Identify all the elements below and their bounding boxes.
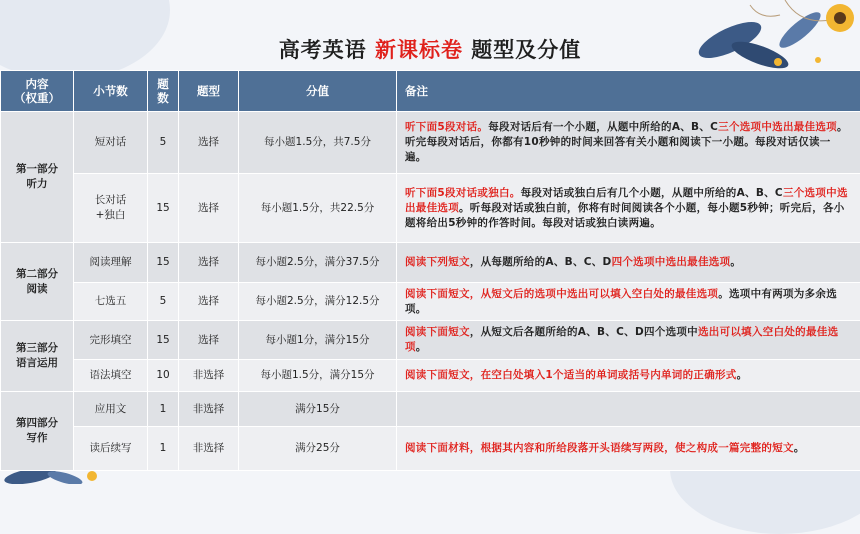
table-row bbox=[1, 243, 860, 283]
score-cell: 满分15分 bbox=[239, 392, 397, 427]
subsection-cell: 长对话 +独白 bbox=[74, 174, 148, 243]
note-cell bbox=[397, 174, 860, 243]
part-label: 第三部分 语言运用 bbox=[1, 321, 74, 392]
note-highlight: 阅读下面材料，根据其内容和所给段落开头语续写两段，使之构成一篇完整的短文 bbox=[405, 442, 794, 454]
note-highlight: 四个选项中选出最佳选项 bbox=[612, 256, 731, 268]
type-cell: 选择 bbox=[179, 112, 239, 174]
note-highlight: 听下面5段对话。 bbox=[405, 121, 488, 133]
title-part3: 题型及分值 bbox=[463, 38, 581, 62]
header-section: 内容 （权重） bbox=[1, 71, 74, 112]
count-cell: 1 bbox=[148, 392, 179, 427]
part-label: 第四部分 写作 bbox=[1, 392, 74, 471]
note-text: 每段对话后有一个小题，从题中所给的A、B、C bbox=[488, 121, 718, 133]
note-text: 。 bbox=[794, 442, 805, 454]
table-row bbox=[1, 360, 860, 392]
score-cell: 每小题1.5分，满分15分 bbox=[239, 360, 397, 392]
note-cell bbox=[397, 243, 860, 283]
score-cell: 每小题1.5分，共22.5分 bbox=[239, 174, 397, 243]
count-cell: 15 bbox=[148, 321, 179, 360]
title-highlight: 新课标卷 bbox=[375, 38, 463, 62]
note-cell bbox=[397, 112, 860, 174]
subsection-cell: 语法填空 bbox=[74, 360, 148, 392]
table-header-row bbox=[1, 71, 860, 112]
note-text: ，从短文后各题所给的A、B、C、D四个选项中 bbox=[470, 326, 698, 338]
table-row bbox=[1, 174, 860, 243]
note-highlight: 选出可以填入空白处的最佳选项 bbox=[405, 326, 838, 353]
type-cell: 选择 bbox=[179, 321, 239, 360]
subsection-cell: 完形填空 bbox=[74, 321, 148, 360]
note-text: 。 bbox=[730, 256, 741, 268]
note-highlight: 三个选项中选出最佳选项 bbox=[405, 187, 848, 214]
note-highlight: 三个选项中选出最佳选项 bbox=[718, 121, 837, 133]
count-cell: 15 bbox=[148, 174, 179, 243]
note-text: 。 bbox=[737, 369, 748, 381]
note-highlight: 阅读下面短文，在空白处填入1个适当的单词或括号内单词的正确形式 bbox=[405, 369, 737, 381]
note-text: ，从每题所给的A、B、C、D bbox=[470, 256, 612, 268]
page-title bbox=[0, 34, 860, 64]
header-count: 题 数 bbox=[148, 71, 179, 112]
note-text: 。 bbox=[416, 341, 427, 353]
note-cell bbox=[397, 321, 860, 360]
subsection-cell: 七选五 bbox=[74, 283, 148, 321]
part-label: 第二部分 阅读 bbox=[1, 243, 74, 321]
header-type: 题型 bbox=[179, 71, 239, 112]
type-cell: 非选择 bbox=[179, 427, 239, 471]
count-cell: 5 bbox=[148, 112, 179, 174]
type-cell: 非选择 bbox=[179, 392, 239, 427]
score-cell: 每小题2.5分，满分37.5分 bbox=[239, 243, 397, 283]
note-highlight: 阅读下列短文 bbox=[405, 256, 470, 268]
note-text: 。听每段对话或独白前，你将有时间阅读各个小题，每小题5秒钟；听完后，各小题将给出5秒钟的作答时间。每段对话或独白读两遍。 bbox=[405, 202, 845, 229]
table-row bbox=[1, 427, 860, 471]
note-cell bbox=[397, 427, 860, 471]
subsection-cell: 应用文 bbox=[74, 392, 148, 427]
header-score: 分值 bbox=[239, 71, 397, 112]
score-cell: 每小题1分，满分15分 bbox=[239, 321, 397, 360]
title-part1: 高考英语 bbox=[279, 38, 375, 62]
table-row bbox=[1, 392, 860, 427]
note-text: 。选项中有两项为多余选项。 bbox=[405, 288, 837, 315]
header-subsection: 小节数 bbox=[74, 71, 148, 112]
count-cell: 1 bbox=[148, 427, 179, 471]
subsection-cell: 阅读理解 bbox=[74, 243, 148, 283]
note-highlight: 听下面5段对话或独白。 bbox=[405, 187, 521, 199]
table-row bbox=[1, 283, 860, 321]
table-row bbox=[1, 112, 860, 174]
score-cell: 每小题2.5分，满分12.5分 bbox=[239, 283, 397, 321]
count-cell: 10 bbox=[148, 360, 179, 392]
note-cell bbox=[397, 392, 860, 427]
table-row bbox=[1, 321, 860, 360]
part-label: 第一部分 听力 bbox=[1, 112, 74, 243]
type-cell: 非选择 bbox=[179, 360, 239, 392]
count-cell: 15 bbox=[148, 243, 179, 283]
note-highlight: 阅读下面短文，从短文后的选项中选出可以填入空白处的最佳选项 bbox=[405, 288, 718, 300]
score-cell: 每小题1.5分，共7.5分 bbox=[239, 112, 397, 174]
score-cell: 满分25分 bbox=[239, 427, 397, 471]
type-cell: 选择 bbox=[179, 243, 239, 283]
subsection-cell: 读后续写 bbox=[74, 427, 148, 471]
exam-structure-table bbox=[0, 70, 860, 471]
note-text: 。听完每段对话后，你都有10秒钟的时间来回答有关小题和阅读下一小题。每段对话仅读一遍。 bbox=[405, 121, 848, 163]
type-cell: 选择 bbox=[179, 174, 239, 243]
note-cell bbox=[397, 360, 860, 392]
subsection-cell: 短对话 bbox=[74, 112, 148, 174]
note-highlight: 阅读下面短文 bbox=[405, 326, 470, 338]
header-note: 备注 bbox=[397, 71, 860, 112]
count-cell: 5 bbox=[148, 283, 179, 321]
type-cell: 选择 bbox=[179, 283, 239, 321]
note-text: 每段对话或独白后有几个小题，从题中所给的A、B、C bbox=[521, 187, 783, 199]
note-cell bbox=[397, 283, 860, 321]
